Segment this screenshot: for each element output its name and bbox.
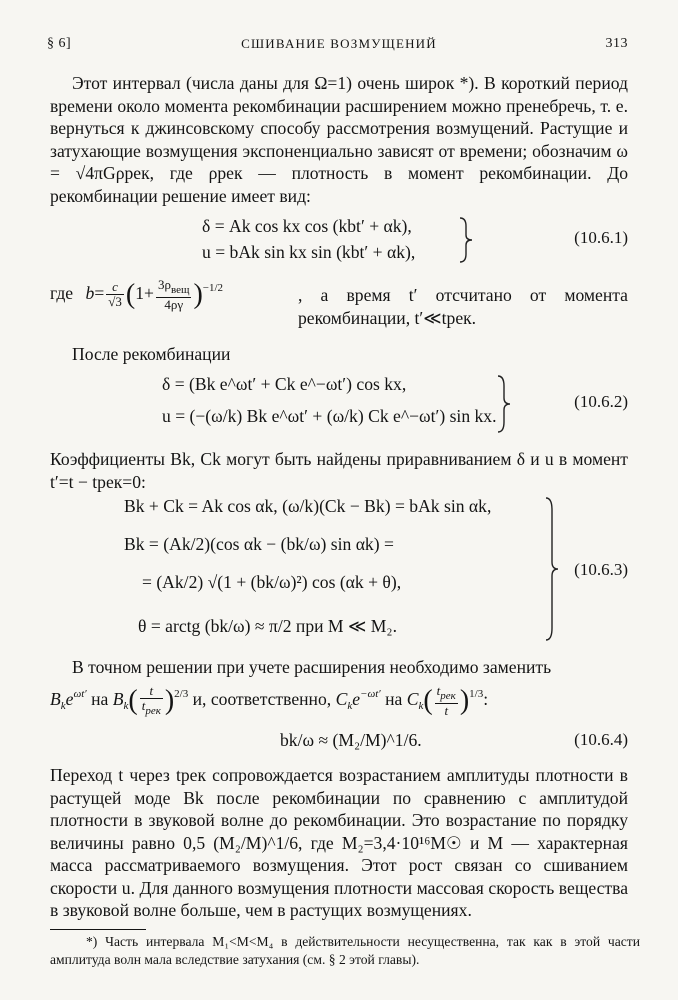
replacement-expression: $B_ke^{\omega t'}$ на $B_k$( $\frac{t}{t_{рек}}$ )$^{2/3}$ и, соответственно, $C_ke^{-\omega t'}$ на $C_k$( $\frac{t_{рек}}{t}$ )$^{1/3}$:	[50, 682, 489, 718]
equation-number: (10.6.1)	[574, 228, 628, 247]
equation-10-6-3	[50, 494, 628, 644]
equation-10-6-2	[50, 372, 628, 434]
b-definition-line: где b= $\frac{c}{√3}$ (1+ $\frac{3\rho_{вещ}}{4\rho\gamma}$ )$^{-1/2}$	[50, 276, 224, 312]
equation-10-6-1	[50, 214, 628, 266]
equation-line: δ = Ak cos kx cos (kbt′ + αk),	[202, 216, 412, 236]
footnote: *) Часть интервала M₁<M<M₄ в действительности несущественна, так как в этой части амплитуда волн мала вследствие затухания (см. § 2 этой главы).	[50, 934, 640, 967]
paragraph-exact-solution: В точном решении при учете расширения необходимо заменить	[72, 657, 552, 677]
page-number: 313	[605, 36, 628, 51]
right-brace	[458, 216, 474, 264]
running-title: СШИВАНИЕ ВОЗМУЩЕНИЙ	[241, 36, 437, 51]
equation-number: (10.6.3)	[574, 560, 628, 579]
equation-line: Bk = (Ak/2)(cos αk − (bk/ω) sin αk) =	[124, 534, 394, 554]
b-definition-suffix: , а время t′ отсчитано от момента рекомбинации, t′≪tрек.	[298, 285, 628, 328]
paragraph-after-recombination: После рекомбинации	[72, 344, 231, 364]
equation-line: θ = arctg (bk/ω) ≈ π/2 при M ≪ M₂.	[138, 616, 397, 636]
right-brace	[544, 496, 560, 642]
equation-line: δ = (Bk e^ωt′ + Ck e^−ωt′) cos kx,	[162, 374, 407, 394]
equation-line: Bk + Ck = Ak cos αk, (ω/k)(Ck − Bk) = bAk sin αk,	[124, 496, 492, 516]
section-marker: § 6]	[47, 36, 72, 51]
equation-number: (10.6.4)	[574, 730, 628, 749]
right-brace	[496, 374, 512, 434]
equation-10-6-4	[50, 722, 628, 758]
equation-line: bk/ω ≈ (M₂/M)^1/6.	[280, 730, 422, 750]
equation-line: = (Ak/2) √(1 + (bk/ω)²) cos (αk + θ),	[142, 572, 402, 592]
equation-number: (10.6.2)	[574, 392, 628, 411]
paragraph-transition: Переход t через tрек сопровождается возрастанием амплитуды плотности в растущей моде Bk после рекомбинации по сравнению с амплитудой плотности в звуковой волне до рекомбинации. Это возрастание по порядку величины равно 0,5 (M₂/M)^1/6, где M₂=3,4·10¹⁶M☉ и M — характерная масса рассматриваемого возмущения. Этот рост связан со сшиванием скорости u. Для данного возмущения плотности массовая скорость вещества в звуковой волне больше, чем в растущих возмущениях.	[50, 765, 628, 920]
equation-line: u = (−(ω/k) Bk e^ωt′ + (ω/k) Ck e^−ωt′) sin kx.	[162, 406, 497, 426]
paragraph-coefficients: Коэффициенты Bk, Ck могут быть найдены приравниванием δ и u в момент t′=t − tрек=0:	[50, 449, 628, 492]
equation-line: u = bAk sin kx sin (kbt′ + αk),	[202, 242, 416, 262]
text-where: где	[50, 283, 74, 303]
footnote-rule	[50, 929, 146, 930]
paragraph-intro: Этот интервал (числа даны для Ω=1) очень широк *). В короткий период времени около момента рекомбинации расширением можно пренебречь, т. е. вернуться к джинсовскому способу рассмотрения возмущений. Растущие и затухающие возмущения экспоненциально зависят от времени; обозначим ω = √4πGρрек, где ρрек — плотность в момент рекомбинации. До рекомбинации решение имеет вид:	[50, 73, 628, 206]
